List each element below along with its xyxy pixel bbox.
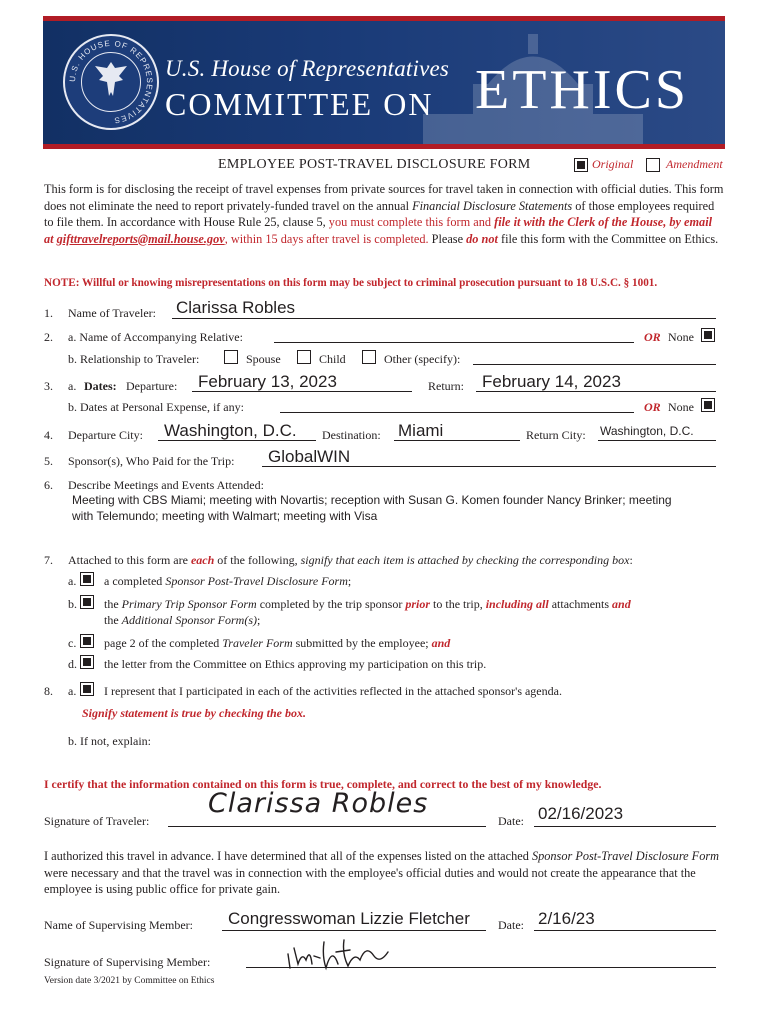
q3-departure-label: Departure: [126, 379, 178, 393]
authorization-paragraph [44, 848, 724, 898]
q3b-label: b. Dates at Personal Expense, if any: [68, 400, 244, 414]
supervisor-name-label: Name of Supervising Member: [44, 918, 193, 932]
header-title-right: ETHICS [475, 59, 689, 121]
q3b-or: OR [644, 400, 661, 414]
supervisor-name-field[interactable]: Congresswoman Lizzie Fletcher [228, 909, 470, 928]
q7d-text: the letter from the Committee on Ethics approving my participation on this trip. [104, 657, 487, 671]
q7-each: each [190, 553, 215, 567]
departure-city-field[interactable]: Washington, D.C. [164, 421, 297, 440]
q3b-none-checkbox[interactable] [701, 398, 715, 412]
supervisor-signature[interactable] [284, 934, 394, 974]
note-text: NOTE: Willful or knowing misrepresentations on this form may be subject to criminal prosecution pursuant to 18 U.S.C. § 1001. [44, 277, 658, 289]
q7d-checkbox[interactable] [80, 655, 94, 669]
header-subtitle: U.S. House of Representatives [165, 56, 450, 81]
relative-name-field[interactable] [274, 342, 634, 343]
q7c-italic: Traveler Form [222, 636, 293, 650]
q7b-letter: b. [68, 597, 77, 611]
personal-dates-field[interactable] [280, 412, 634, 413]
q7a-text [104, 574, 351, 589]
other-label: Other (specify): [384, 352, 461, 366]
q7a-pre: a completed [104, 574, 166, 588]
q7b-and: and [612, 597, 631, 611]
q7a-checkbox[interactable] [80, 572, 94, 586]
q7b-line2-post: ; [257, 613, 261, 627]
child-checkbox[interactable] [297, 350, 311, 364]
amendment-checkbox[interactable] [646, 158, 660, 172]
q2b-label: b. Relationship to Traveler: [68, 352, 200, 366]
q8b-label: b. If not, explain: [68, 734, 151, 748]
authorization-pre: I authorized this travel in advance. I have determined that all of the expenses listed on the attached [44, 849, 532, 863]
q2a-label: a. Name of Accompanying Relative: [68, 330, 243, 344]
q7c-pre: page 2 of the completed [104, 636, 223, 650]
meetings-line-2[interactable]: with Telemundo; meeting with Walmart; meeting with Visa [72, 509, 378, 523]
q8-number: 8. [44, 684, 53, 698]
supervisor-date-label: Date: [498, 918, 524, 932]
other-checkbox[interactable] [362, 350, 376, 364]
q7c-mid: submitted by the employee; [292, 636, 432, 650]
supervisor-date-line [534, 930, 716, 931]
intro-red-italic: file it with the Clerk of the House, by email at [44, 215, 713, 246]
certify-statement: I certify that the information contained on this form is true, complete, and correct to the best of my knowledge. [44, 777, 602, 791]
traveler-date-line [534, 826, 716, 827]
intro-paragraph [44, 181, 724, 247]
q7b-the: the [104, 597, 122, 611]
q2a-or: OR [644, 330, 661, 344]
supervisor-sig-label: Signature of Supervising Member: [44, 955, 211, 969]
traveler-name-field[interactable]: Clarissa Robles [176, 298, 296, 317]
destination-field[interactable]: Miami [398, 421, 444, 440]
q4-destination-label: Destination: [322, 428, 381, 442]
q5-label: Sponsor(s), Who Paid for the Trip: [68, 454, 235, 468]
version-footer: Version date 3/2021 by Committee on Ethics [44, 976, 215, 986]
q7c-mark [83, 637, 91, 645]
q7-label-text-b: of the following, [214, 553, 301, 567]
clerk-email-link[interactable]: gifttravelreports@mail.house.gov [56, 231, 225, 246]
original-checkbox[interactable] [574, 158, 588, 172]
q7b-text-line2 [104, 613, 260, 628]
traveler-date-label: Date: [498, 814, 524, 828]
supervisor-date-field[interactable]: 2/16/23 [538, 909, 595, 928]
eagle-icon [93, 58, 129, 100]
q2a-none-checkbox[interactable] [701, 328, 715, 342]
q7b-text [104, 597, 631, 612]
traveler-sig-line [168, 826, 486, 827]
return-city-field[interactable]: Washington, D.C. [600, 424, 694, 438]
q3b-none-mark [704, 401, 712, 409]
q7b-mid2: to the trip, [430, 597, 486, 611]
q7b-including: including all [485, 597, 549, 611]
q7d-mark [83, 658, 91, 666]
intro-red-2: , within 15 days after travel is completed. [224, 231, 429, 246]
q5-number: 5. [44, 454, 53, 468]
q8-signify: Signify statement is true by checking the box. [82, 706, 306, 720]
q8a-text: I represent that I participated in each of the activities reflected in the attached sponsor's agenda. [104, 684, 562, 698]
other-specify-field[interactable] [473, 364, 716, 365]
q7c-text [104, 636, 450, 651]
header-banner [43, 16, 725, 149]
traveler-date-field[interactable]: 02/16/2023 [538, 804, 624, 823]
intro-text-1: This form is for disclosing the receipt of travel expenses from private sources for travel taken in connection with official duties. This form does not eliminate the need to report privately-funded travel on the annual [44, 182, 724, 213]
q7a-italic: Sponsor Post-Travel Disclosure Form [165, 574, 348, 588]
q7d-letter: d. [68, 657, 77, 671]
q1-number: 1. [44, 306, 53, 320]
house-seal-logo [63, 34, 159, 130]
q2-number: 2. [44, 330, 53, 344]
original-label: Original [592, 157, 634, 171]
q6-label: Describe Meetings and Events Attended: [68, 478, 264, 492]
q7a-letter: a. [68, 574, 77, 588]
spouse-label: Spouse [246, 352, 281, 366]
sponsor-field[interactable]: GlobalWIN [268, 447, 351, 466]
form-title: EMPLOYEE POST-TRAVEL DISCLOSURE FORM [218, 157, 531, 172]
q7c-letter: c. [68, 636, 77, 650]
q2a-none-mark [704, 331, 712, 339]
q7-label-italic: signify that each item is attached by checking the corresponding box [300, 553, 630, 567]
q7-label-text-a: Attached to this form are [68, 553, 191, 567]
q7c-and: and [431, 636, 451, 650]
q8a-mark [83, 685, 91, 693]
q7b-italic: Primary Trip Sponsor Form [121, 597, 257, 611]
q7b-mid3: attachments [548, 597, 613, 611]
intro-italic-1: Financial Disclosure Statements [412, 198, 573, 213]
banner-bottom-stripe [43, 144, 725, 149]
departure-date-field[interactable]: February 13, 2023 [198, 372, 337, 391]
original-checkbox-mark [577, 161, 585, 169]
q3-return-label: Return: [428, 379, 464, 393]
q3b-none-label: None [668, 400, 694, 414]
authorization-post: were necessary and that the travel was in connection with the employee's official duties and would not create the appearance that the employee is using public office for private gain. [44, 865, 696, 896]
authorization-italic: Sponsor Post-Travel Disclosure Form [531, 849, 720, 863]
q7b-line2-pre: the [104, 613, 122, 627]
header-title-left: COMMITTEE ON [165, 86, 434, 122]
svg-text:U.S. HOUSE OF REPRESENTATIVES: U.S. HOUSE OF REPRESENTATIVES [67, 38, 155, 125]
return-city-line [598, 440, 716, 441]
q3a-prefix: a. [68, 379, 77, 393]
intro-text-2: of those employees required to file them. In accordance with House Rule 25, clause 5, [44, 198, 715, 229]
q7-label [68, 553, 633, 568]
q7-label-end: : [629, 553, 633, 567]
amendment-label: Amendment [666, 157, 723, 171]
q7-number: 7. [44, 553, 53, 567]
q7a-mark [83, 575, 91, 583]
q4-return-city-label: Return City: [526, 428, 586, 442]
traveler-signature[interactable]: Clarissa Robles [208, 788, 429, 819]
q1-label: Name of Traveler: [68, 306, 156, 320]
supervisor-name-line [222, 930, 486, 931]
q7b-checkbox[interactable] [80, 595, 94, 609]
intro-red-1: you must complete this form and [328, 215, 495, 229]
q4-number: 4. [44, 428, 53, 442]
q7a-post: ; [347, 574, 352, 588]
q7b-prior: prior [405, 597, 431, 611]
q4-departure-city-label: Departure City: [68, 428, 143, 442]
meetings-line-1[interactable]: Meeting with CBS Miami; meeting with Novartis; reception with Susan G. Komen founder Nancy Brinker; meeting [72, 493, 672, 507]
q3-number: 3. [44, 379, 53, 393]
q3-dates-label: Dates: [84, 379, 117, 393]
q8a-checkbox[interactable] [80, 682, 94, 696]
q2a-none-label: None [668, 330, 694, 344]
return-date-field[interactable]: February 14, 2023 [482, 372, 621, 391]
intro-do-not: do not [466, 231, 498, 246]
banner-top-stripe [43, 16, 725, 21]
traveler-sig-label: Signature of Traveler: [44, 814, 150, 828]
q8a-letter: a. [68, 684, 77, 698]
spouse-checkbox[interactable] [224, 350, 238, 364]
intro-text-4: file this form with the Committee on Ethics. [497, 231, 719, 246]
child-label: Child [319, 352, 346, 366]
intro-text-3: Please [428, 231, 467, 246]
q7b-mark [83, 598, 91, 606]
q7b-mid: completed by the trip sponsor [256, 597, 406, 611]
q1-line [172, 318, 716, 319]
q7b-line2-italic: Additional Sponsor Form(s) [121, 613, 258, 627]
q6-number: 6. [44, 478, 53, 492]
q7c-checkbox[interactable] [80, 634, 94, 648]
